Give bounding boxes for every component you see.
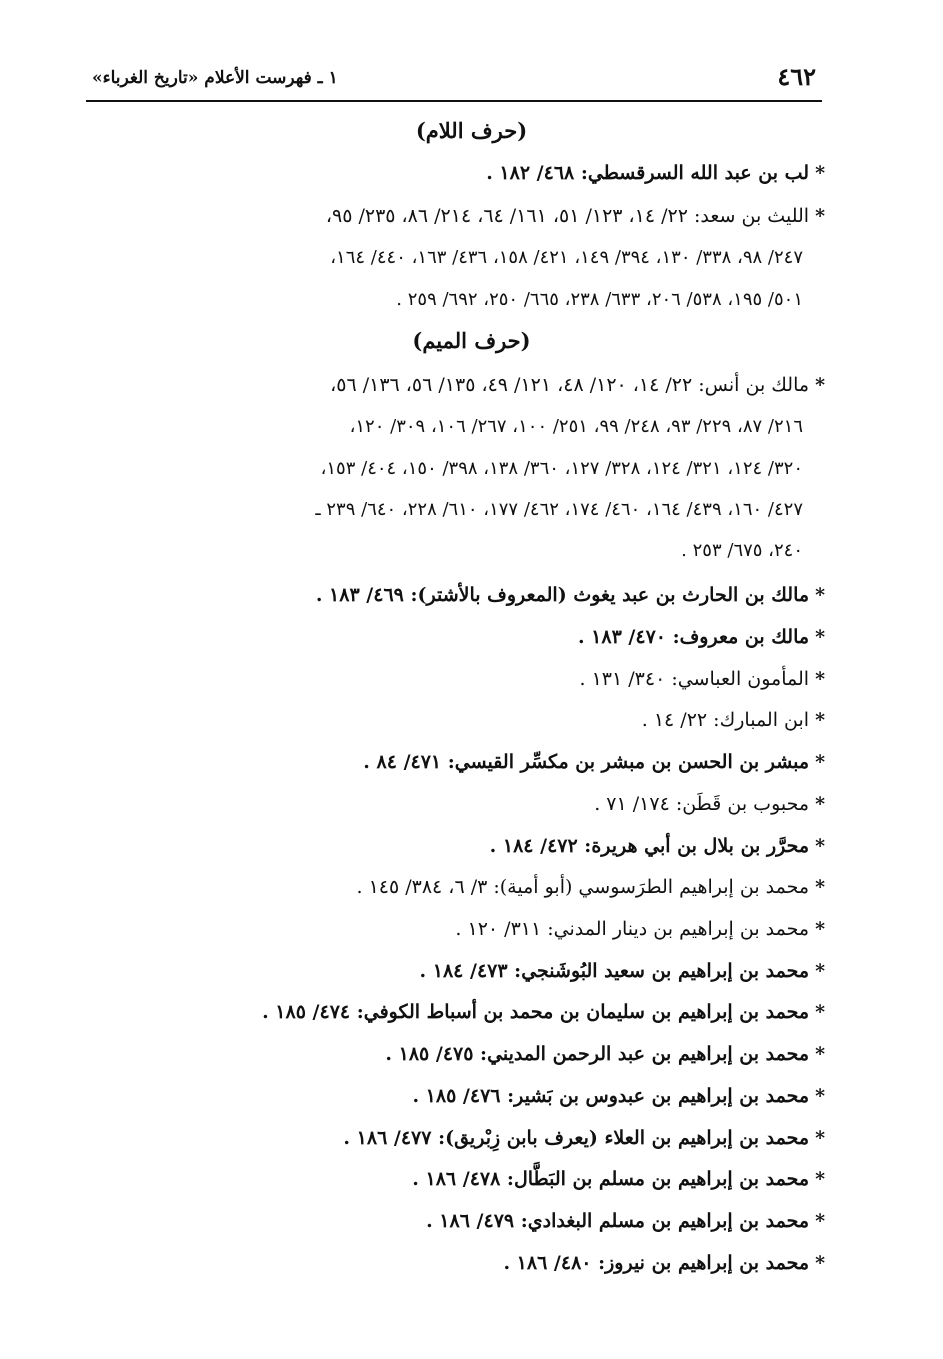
index-entry-continuation	[321, 456, 803, 482]
entry-text: المأمون العباسي: ٣٤٠/ ١٣١ .	[579, 668, 810, 690]
section-heading-mim: (حرف الميم)	[412, 328, 531, 353]
index-entry: *محمد بن إبراهيم بن سليمان بن محمد بن أسباط الكوفي: ٤٧٤/ ١٨٥ .	[262, 1001, 825, 1023]
entry-text: محمد بن إبراهيم بن مسلم بن البَطَّال: ٤٧٨/ ١٨٦ .	[412, 1168, 810, 1190]
section-heading-lam: (حرف اللام)	[415, 118, 528, 143]
page-header	[86, 58, 822, 102]
index-entry: *الليث بن سعد: ٢٢/ ١٤، ١٢٣/ ٥١، ١٦١/ ٦٤، ٢١٤/ ٨٦، ٢٣٥/ ٩٥،	[325, 205, 825, 227]
entry-text: ٣٢٠/ ١٢٤، ٣٢١/ ١٢٤، ٣٢٨/ ١٢٧، ٣٦٠/ ١٣٨، ٣٩٨/ ١٥٠، ٤٠٤/ ١٥٣،	[320, 458, 803, 479]
index-entry: *محمد بن إبراهيم بن عبد الرحمن المديني: ٤٧٥/ ١٨٥ .	[385, 1043, 825, 1065]
index-entry: *محمد بن إبراهيم بن العلاء (يعرف بابن زِبْريق): ٤٧٧/ ١٨٦ .	[343, 1127, 825, 1149]
index-entry-continuation	[315, 497, 803, 523]
entry-text: محمد بن إبراهيم بن عبد الرحمن المديني: ٤٧٥/ ١٨٥ .	[385, 1043, 810, 1065]
entry-text: مالك بن أنس: ٢٢/ ١٤، ١٢٠/ ٤٨، ١٢١/ ٤٩، ١٣٥/ ٥٦، ١٣٦/ ٥٦،	[330, 374, 810, 396]
index-entry: *مبشر بن الحسن بن مبشر بن مكسِّر القيسي: ٤٧١/ ٨٤ .	[363, 751, 825, 773]
entry-text: محمد بن إبراهيم بن نيروز: ٤٨٠/ ١٨٦ .	[503, 1252, 810, 1274]
index-entry-continuation	[681, 538, 803, 564]
entry-text: محمد بن إبراهيم الطرَسوسي (أبو أمية): ٣/ ٦، ٣٨٤/ ١٤٥ .	[356, 876, 810, 898]
entry-text: محمد بن إبراهيم بن العلاء (يعرف بابن زِبْريق): ٤٧٧/ ١٨٦ .	[343, 1127, 810, 1149]
entry-text: محمد بن إبراهيم بن سعيد البُوشَنجي: ٤٧٣/ ١٨٤ .	[419, 960, 810, 982]
entry-text: محمد بن إبراهيم بن عبدوس بن بَشير: ٤٧٦/ ١٨٥ .	[412, 1085, 810, 1107]
entry-text: محبوب بن قَطَن: ١٧٤/ ٧١ .	[594, 793, 810, 815]
running-title: ١ ـ فهرست الأعلام «تاريخ الغرباء»	[92, 68, 338, 88]
index-entry-continuation	[330, 245, 803, 271]
index-entry: *لب بن عبد الله السرقسطي: ٤٦٨/ ١٨٢ .	[486, 162, 825, 184]
index-entry: *محبوب بن قَطَن: ١٧٤/ ٧١ .	[594, 793, 825, 815]
entry-text: محمد بن إبراهيم بن دينار المدني: ٣١١/ ١٢٠ .	[455, 918, 810, 940]
index-entry: *محمد بن إبراهيم بن نيروز: ٤٨٠/ ١٨٦ .	[503, 1252, 825, 1274]
index-entry: *محمد بن إبراهيم بن سعيد البُوشَنجي: ٤٧٣/ ١٨٤ .	[419, 960, 825, 982]
index-entry: *ابن المبارك: ٢٢/ ١٤ .	[641, 709, 825, 731]
index-entry-continuation	[350, 414, 803, 440]
entry-text: محمد بن إبراهيم بن سليمان بن محمد بن أسباط الكوفي: ٤٧٤/ ١٨٥ .	[262, 1001, 810, 1023]
index-entry: *المأمون العباسي: ٣٤٠/ ١٣١ .	[579, 668, 825, 690]
index-entry: *مالك بن أنس: ٢٢/ ١٤، ١٢٠/ ٤٨، ١٢١/ ٤٩، ١٣٥/ ٥٦، ١٣٦/ ٥٦،	[330, 374, 825, 396]
index-entry: *محمد بن إبراهيم الطرَسوسي (أبو أمية): ٣/ ٦، ٣٨٤/ ١٤٥ .	[356, 876, 825, 898]
index-entry-continuation	[396, 287, 803, 313]
entry-text: مالك بن الحارث بن عبد يغوث (المعروف بالأشتر): ٤٦٩/ ١٨٣ .	[315, 584, 810, 606]
page-number: ٤٦٢	[777, 62, 816, 91]
index-entry: *محمد بن إبراهيم بن مسلم بن البَطَّال: ٤٧٨/ ١٨٦ .	[412, 1168, 825, 1190]
entry-text: مالك بن معروف: ٤٧٠/ ١٨٣ .	[577, 626, 810, 648]
index-entry: *محمد بن إبراهيم بن دينار المدني: ٣١١/ ١٢٠ .	[455, 918, 825, 940]
entry-text: لب بن عبد الله السرقسطي: ٤٦٨/ ١٨٢ .	[486, 162, 810, 184]
index-entry: *مالك بن معروف: ٤٧٠/ ١٨٣ .	[577, 626, 825, 648]
index-entry: *محمد بن إبراهيم بن مسلم البغدادي: ٤٧٩/ ١٨٦ .	[426, 1210, 825, 1232]
entry-text: محمد بن إبراهيم بن مسلم البغدادي: ٤٧٩/ ١٨٦ .	[426, 1210, 810, 1232]
index-entry: *مالك بن الحارث بن عبد يغوث (المعروف بالأشتر): ٤٦٩/ ١٨٣ .	[315, 584, 825, 606]
index-entry: *محرَّر بن بلال بن أبي هريرة: ٤٧٢/ ١٨٤ .	[489, 835, 825, 857]
entry-text: ٢١٦/ ٨٧، ٢٢٩/ ٩٣، ٢٤٨/ ٩٩، ٢٥١/ ١٠٠، ٢٦٧/ ١٠٦، ٣٠٩/ ١٢٠،	[349, 416, 803, 437]
entry-text: ابن المبارك: ٢٢/ ١٤ .	[641, 709, 810, 731]
index-entry: *محمد بن إبراهيم بن عبدوس بن بَشير: ٤٧٦/ ١٨٥ .	[412, 1085, 825, 1107]
entry-text: ٢٤٧/ ٩٨، ٣٣٨/ ١٣٠، ٣٩٤/ ١٤٩، ٤٢١/ ١٥٨، ٤٣٦/ ١٦٣، ٤٤٠/ ١٦٤،	[330, 247, 803, 268]
entry-text: مبشر بن الحسن بن مبشر بن مكسِّر القيسي: ٤٧١/ ٨٤ .	[363, 751, 810, 773]
entry-text: ٥٠١/ ١٩٥، ٥٣٨/ ٢٠٦، ٦٣٣/ ٢٣٨، ٦٦٥/ ٢٥٠، ٦٩٢/ ٢٥٩ .	[396, 289, 803, 310]
entry-text: ٢٤٠، ٦٧٥/ ٢٥٣ .	[681, 540, 803, 561]
entry-text: محرَّر بن بلال بن أبي هريرة: ٤٧٢/ ١٨٤ .	[489, 835, 810, 857]
entry-text: ٤٢٧/ ١٦٠، ٤٣٩/ ١٦٤، ٤٦٠/ ١٧٤، ٤٦٢/ ١٧٧، ٦١٠/ ٢٢٨، ٦٤٠/ ٢٣٩ ـ	[315, 499, 803, 520]
entry-text: الليث بن سعد: ٢٢/ ١٤، ١٢٣/ ٥١، ١٦١/ ٦٤، ٢١٤/ ٨٦، ٢٣٥/ ٩٥،	[325, 205, 810, 227]
